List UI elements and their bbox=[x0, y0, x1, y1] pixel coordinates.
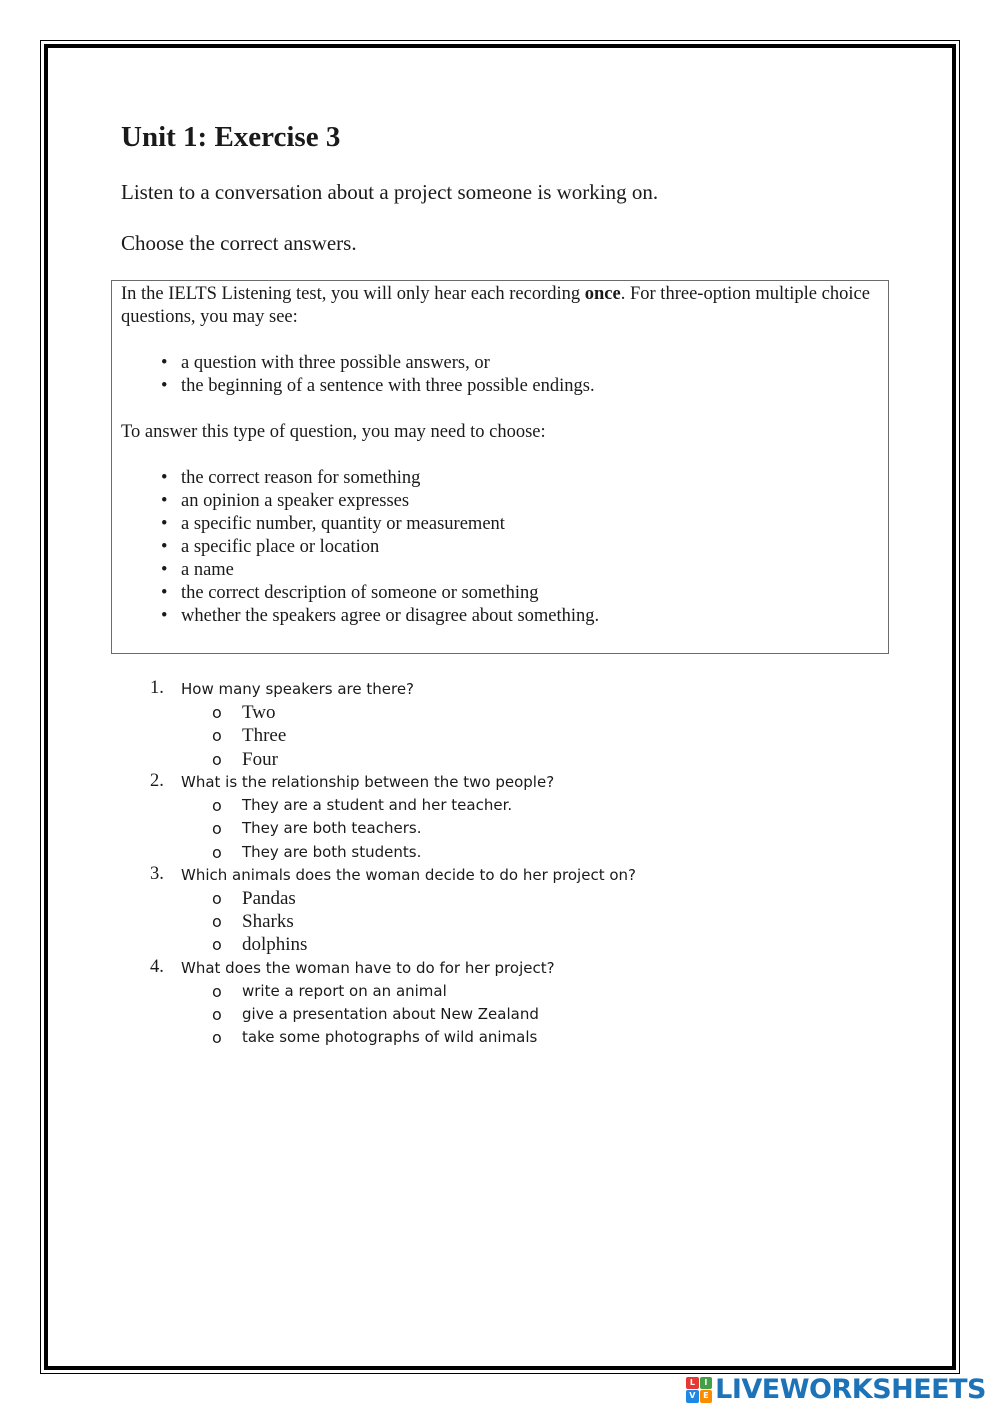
question-format-list bbox=[121, 352, 879, 398]
answer-option[interactable]: o They are a student and her teacher. bbox=[150, 794, 636, 817]
list-item: • a name bbox=[121, 559, 879, 582]
logo-tile-l: L bbox=[686, 1377, 699, 1390]
list-item: • a specific place or location bbox=[121, 536, 879, 559]
question-number: 3. bbox=[150, 863, 164, 884]
answer-option[interactable]: o give a presentation about New Zealand bbox=[150, 1003, 636, 1026]
question-text: Which animals does the woman decide to do her project on? bbox=[181, 865, 636, 884]
answer-option[interactable]: o take some photographs of wild animals bbox=[150, 1026, 636, 1049]
question-list bbox=[150, 678, 636, 1049]
list-item: • the beginning of a sentence with three possible endings. bbox=[121, 375, 879, 398]
logo-tile-v: V bbox=[686, 1390, 699, 1403]
question-text: What does the woman have to do for her project? bbox=[181, 958, 555, 977]
question-number: 2. bbox=[150, 770, 164, 791]
choose-intro: To answer this type of question, you may need to choose: bbox=[121, 422, 546, 442]
logo-text: LIVEWORKSHEETS bbox=[715, 1374, 986, 1405]
ielts-info-box bbox=[111, 280, 889, 654]
list-item: • a specific number, quantity or measurement bbox=[121, 513, 879, 536]
answer-option[interactable]: o write a report on an animal bbox=[150, 980, 636, 1003]
question-4 bbox=[150, 957, 636, 1050]
info-intro: In the IELTS Listening test, you will only hear each recording once. For three-option multiple choice questions, you may see: bbox=[121, 284, 870, 327]
answer-options bbox=[150, 794, 636, 864]
question-text: What is the relationship between the two people? bbox=[181, 772, 555, 791]
instruction-choose: Choose the correct answers. bbox=[121, 231, 357, 255]
answer-type-list bbox=[121, 467, 879, 628]
worksheet-title: Unit 1: Exercise 3 bbox=[121, 121, 341, 153]
list-item: • an opinion a speaker expresses bbox=[121, 490, 879, 513]
answer-option[interactable]: o Sharks bbox=[150, 910, 636, 933]
answer-options bbox=[150, 980, 636, 1050]
list-item: • the correct description of someone or something bbox=[121, 582, 879, 605]
question-number: 4. bbox=[150, 956, 164, 977]
list-item: • whether the speakers agree or disagree about something. bbox=[121, 605, 879, 628]
answer-options bbox=[150, 701, 636, 771]
answer-option[interactable]: o They are both teachers. bbox=[150, 817, 636, 840]
list-item: • a question with three possible answers, or bbox=[121, 352, 879, 375]
answer-option[interactable]: o dolphins bbox=[150, 933, 636, 956]
question-3 bbox=[150, 864, 636, 957]
answer-option[interactable]: o Pandas bbox=[150, 887, 636, 910]
answer-options bbox=[150, 887, 636, 957]
question-number: 1. bbox=[150, 678, 164, 698]
answer-option[interactable]: o Two bbox=[150, 701, 636, 724]
question-text: How many speakers are there? bbox=[181, 680, 415, 698]
liveworksheets-icon bbox=[686, 1377, 712, 1403]
list-item: • the correct reason for something bbox=[121, 467, 879, 490]
emphasis-once: once bbox=[584, 284, 621, 304]
instruction-listen: Listen to a conversation about a project someone is working on. bbox=[121, 180, 659, 204]
logo-tile-i: I bbox=[700, 1377, 713, 1390]
answer-option[interactable]: o They are both students. bbox=[150, 841, 636, 864]
liveworksheets-logo bbox=[686, 1374, 986, 1405]
question-2 bbox=[150, 771, 636, 864]
answer-option[interactable]: o Four bbox=[150, 748, 636, 771]
question-1 bbox=[150, 678, 636, 771]
answer-option[interactable]: o Three bbox=[150, 724, 636, 747]
logo-tile-e: E bbox=[700, 1390, 713, 1403]
